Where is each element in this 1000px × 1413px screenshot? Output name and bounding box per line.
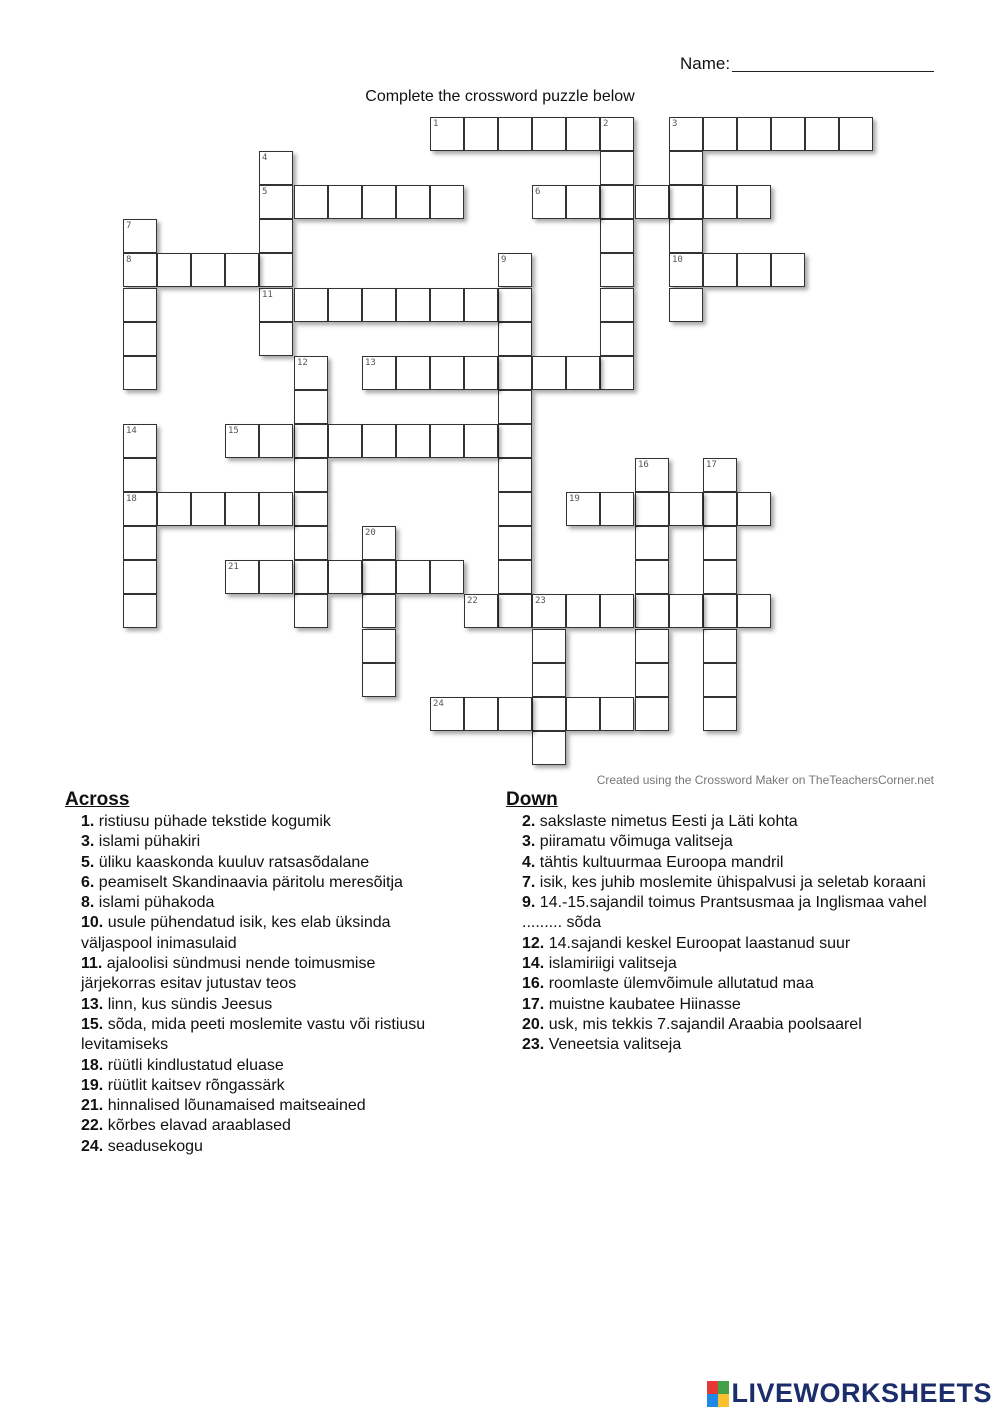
clue-item	[65, 913, 450, 954]
crossword-cell[interactable]	[600, 492, 634, 526]
clue-item-text: linn, kus sündis Jeesus	[103, 995, 273, 1013]
clue-number: 6	[535, 187, 541, 197]
crossword-cell[interactable]	[703, 697, 737, 731]
crossword-cell[interactable]	[600, 322, 634, 356]
clue-item-number: 21.	[81, 1097, 104, 1115]
clue-number: 22	[467, 596, 478, 606]
crossword-cell[interactable]	[294, 424, 328, 458]
clue-item-text: usule pühendatud isik, kes elab üksinda väljaspool inimasulaid	[81, 914, 391, 952]
crossword-cell[interactable]	[362, 356, 396, 390]
crossword-cell[interactable]	[123, 253, 157, 287]
crossword-cell[interactable]	[294, 458, 328, 492]
crossword-cell[interactable]	[396, 185, 430, 219]
crossword-cell[interactable]	[669, 288, 703, 322]
crossword-cell[interactable]	[600, 697, 634, 731]
crossword-cell[interactable]	[362, 185, 396, 219]
clue-number: 3	[672, 119, 678, 129]
crossword-cell[interactable]	[430, 185, 464, 219]
clue-number: 12	[297, 358, 308, 368]
clue-item	[65, 995, 450, 1015]
crossword-cell[interactable]	[464, 697, 498, 731]
crossword-cell[interactable]	[396, 356, 430, 390]
clue-item-text: sakslaste nimetus Eesti ja Läti kohta	[535, 813, 798, 830]
crossword-cell[interactable]	[362, 526, 396, 560]
clue-item-number: 1.	[81, 813, 95, 830]
crossword-cell[interactable]	[328, 560, 362, 594]
crossword-cell[interactable]	[225, 424, 259, 458]
down-clue-list	[506, 812, 936, 1056]
crossword-cell[interactable]	[635, 560, 669, 594]
crossword-cell[interactable]	[566, 117, 600, 151]
crossword-cell[interactable]	[225, 560, 259, 594]
clue-item-number: 18.	[81, 1056, 104, 1074]
crossword-cell[interactable]	[498, 492, 532, 526]
clue-item-text: ristiusu pühade tekstide kogumik	[94, 813, 331, 830]
clue-item	[65, 1056, 450, 1076]
crossword-cell[interactable]	[191, 492, 225, 526]
clue-item-number: 7.	[522, 873, 536, 891]
crossword-cell[interactable]	[123, 492, 157, 526]
crossword-cell[interactable]	[294, 356, 328, 390]
crossword-cell[interactable]	[771, 253, 805, 287]
crossword-cell[interactable]	[123, 458, 157, 492]
clue-item	[506, 853, 936, 873]
clue-item-number: 2.	[522, 813, 536, 830]
crossword-cell[interactable]	[191, 253, 225, 287]
clue-item-text: kõrbes elavad araablased	[103, 1117, 291, 1135]
clue-item-text: ajaloolisi sündmusi nende toimusmise järjekorras esitav jutustav teos	[81, 955, 376, 993]
crossword-cell[interactable]	[532, 185, 566, 219]
crossword-cell[interactable]	[259, 151, 293, 185]
name-field[interactable]	[680, 54, 934, 74]
crossword-cell[interactable]	[498, 594, 532, 628]
clue-item-number: 11.	[81, 955, 103, 973]
clue-number: 21	[228, 562, 239, 572]
clue-item-text: piiramatu võimuga valitseja	[535, 833, 733, 851]
clue-item-text: sõda, mida peeti moslemite vastu või ristiusu levitamiseks	[81, 1015, 426, 1054]
instruction-text: Complete the crossword puzzle below	[365, 88, 635, 105]
crossword-cell[interactable]	[600, 219, 634, 253]
crossword-cell[interactable]	[259, 185, 293, 219]
crossword-cell[interactable]	[600, 185, 634, 219]
crossword-cell[interactable]	[600, 151, 634, 185]
crossword-cell[interactable]	[703, 663, 737, 697]
crossword-cell[interactable]	[635, 697, 669, 731]
crossword-cell[interactable]	[498, 253, 532, 287]
clue-item	[506, 1035, 936, 1055]
clue-number: 8	[126, 255, 132, 265]
crossword-cell[interactable]	[328, 288, 362, 322]
clue-item-text: rüütli kindlustatud eluase	[103, 1056, 284, 1074]
crossword-cell[interactable]	[498, 560, 532, 594]
crossword-cell[interactable]	[498, 424, 532, 458]
clue-item-number: 6.	[81, 873, 95, 891]
crossword-cell[interactable]	[464, 356, 498, 390]
crossword-cell[interactable]	[498, 390, 532, 424]
crossword-cell[interactable]	[635, 663, 669, 697]
crossword-cell[interactable]	[703, 117, 737, 151]
crossword-cell[interactable]	[669, 492, 703, 526]
crossword-cell[interactable]	[635, 594, 669, 628]
clue-item-text: üliku kaaskonda kuuluv ratsasõdalane	[94, 853, 370, 871]
crossword-cell[interactable]	[771, 117, 805, 151]
clue-item-number: 16.	[522, 975, 545, 993]
crossword-cell[interactable]	[430, 356, 464, 390]
clue-item-text: 14.-15.sajandil toimus Prantsusmaa ja Inglismaa vahel ......... sõda	[522, 894, 927, 932]
clue-number: 10	[672, 255, 683, 265]
clue-number: 15	[228, 426, 239, 436]
logo-square	[718, 1394, 729, 1407]
crossword-cell[interactable]	[566, 697, 600, 731]
clue-item-number: 13.	[81, 995, 104, 1013]
crossword-cell[interactable]	[362, 629, 396, 663]
clue-item-number: 14.	[522, 955, 545, 973]
crossword-cell[interactable]	[532, 629, 566, 663]
crossword-cell[interactable]	[532, 117, 566, 151]
clue-item	[65, 1076, 450, 1096]
crossword-cell[interactable]	[703, 492, 737, 526]
clue-number: 5	[262, 187, 268, 197]
crossword-cell[interactable]	[464, 117, 498, 151]
clue-item-number: 15.	[81, 1015, 104, 1033]
clue-number: 20	[365, 528, 376, 538]
crossword-cell[interactable]	[259, 560, 293, 594]
crossword-cell[interactable]	[669, 151, 703, 185]
crossword-cell[interactable]	[703, 560, 737, 594]
crossword-cell[interactable]	[737, 253, 771, 287]
clue-item	[506, 995, 936, 1015]
clue-item-text: islami pühakoda	[94, 894, 215, 912]
clue-item-number: 3.	[522, 833, 536, 851]
crossword-cell[interactable]	[635, 492, 669, 526]
clue-item-text: usk, mis tekkis 7.sajandil Araabia poolsaarel	[544, 1015, 862, 1033]
crossword-cell[interactable]	[600, 117, 634, 151]
crossword-cell[interactable]	[259, 492, 293, 526]
clue-item	[506, 974, 936, 994]
crossword-cell[interactable]	[532, 594, 566, 628]
name-label: Name:	[680, 54, 731, 73]
clue-item-number: 4.	[522, 853, 536, 871]
crossword-cell[interactable]	[259, 322, 293, 356]
logo-square	[707, 1394, 718, 1407]
crossword-cell[interactable]	[294, 288, 328, 322]
crossword-cell[interactable]	[123, 219, 157, 253]
clue-item-number: 8.	[81, 894, 95, 912]
crossword-cell[interactable]	[839, 117, 873, 151]
crossword-cell[interactable]	[737, 117, 771, 151]
crossword-cell[interactable]	[498, 322, 532, 356]
clue-item	[65, 873, 450, 893]
crossword-cell[interactable]	[566, 492, 600, 526]
crossword-cell[interactable]	[464, 594, 498, 628]
clue-item	[65, 1096, 450, 1116]
clue-number: 9	[501, 255, 507, 265]
crossword-cell[interactable]	[294, 594, 328, 628]
crossword-cell[interactable]	[294, 185, 328, 219]
logo-square	[718, 1381, 729, 1394]
crossword-cell[interactable]	[225, 253, 259, 287]
crossword-cell[interactable]	[600, 288, 634, 322]
clue-item	[65, 832, 450, 852]
crossword-cell[interactable]	[635, 458, 669, 492]
crossword-cell[interactable]	[259, 253, 293, 287]
clue-item-number: 3.	[81, 833, 95, 851]
crossword-cell[interactable]	[430, 697, 464, 731]
clue-item-text: tähtis kultuurmaa Euroopa mandril	[535, 853, 784, 871]
liveworksheets-logo	[707, 1378, 992, 1409]
crossword-cell[interactable]	[123, 526, 157, 560]
clue-item	[506, 934, 936, 954]
clue-item	[65, 853, 450, 873]
clue-item-number: 5.	[81, 853, 95, 871]
crossword-cell[interactable]	[566, 594, 600, 628]
crossword-cell[interactable]	[498, 458, 532, 492]
crossword-cell[interactable]	[430, 288, 464, 322]
crossword-cell[interactable]	[157, 253, 191, 287]
across-clue-list	[65, 812, 450, 1157]
crossword-cell[interactable]	[737, 185, 771, 219]
logo-text: LIVEWORKSHEETS	[731, 1378, 992, 1408]
crossword-cell[interactable]	[635, 185, 669, 219]
down-heading: Down	[506, 789, 558, 810]
crossword-cell[interactable]	[464, 424, 498, 458]
clue-number: 1	[433, 119, 439, 129]
crossword-cell[interactable]	[600, 356, 634, 390]
crossword-cell[interactable]	[669, 117, 703, 151]
clue-item-number: 23.	[522, 1036, 545, 1054]
crossword-cell[interactable]	[805, 117, 839, 151]
clue-item	[65, 954, 450, 995]
clue-number: 13	[365, 358, 376, 368]
crossword-cell[interactable]	[566, 356, 600, 390]
clue-item-number: 17.	[522, 995, 545, 1013]
clue-item-number: 22.	[81, 1117, 104, 1135]
clue-number: 24	[433, 699, 444, 709]
clue-item-text: islami pühakiri	[94, 833, 201, 851]
crossword-cell[interactable]	[157, 492, 191, 526]
crossword-cell[interactable]	[669, 219, 703, 253]
crossword-cell[interactable]	[737, 492, 771, 526]
crossword-cell[interactable]	[703, 526, 737, 560]
crossword-cell[interactable]	[294, 492, 328, 526]
crossword-cell[interactable]	[498, 288, 532, 322]
clue-item-text: 14.sajandi keskel Euroopat laastanud suur	[544, 934, 851, 952]
clue-item-text: muistne kaubatee Hiinasse	[544, 995, 741, 1013]
clue-item	[506, 893, 936, 934]
crossword-cell[interactable]	[294, 560, 328, 594]
clue-item-number: 20.	[522, 1015, 545, 1033]
crossword-cell[interactable]	[600, 594, 634, 628]
crossword-cell[interactable]	[464, 288, 498, 322]
clue-item-text: rüütlit kaitsev rõngassärk	[103, 1076, 285, 1094]
crossword-cell[interactable]	[294, 390, 328, 424]
crossword-cell[interactable]	[669, 253, 703, 287]
clue-item	[506, 873, 936, 893]
crossword-cell[interactable]	[123, 424, 157, 458]
crossword-cell[interactable]	[123, 288, 157, 322]
crossword-cell[interactable]	[635, 526, 669, 560]
name-underline[interactable]	[732, 54, 934, 72]
clue-number: 18	[126, 494, 137, 504]
crossword-cell[interactable]	[362, 424, 396, 458]
clue-item-text: roomlaste ülemvõimule allutatud maa	[544, 975, 814, 993]
clue-item	[65, 893, 450, 913]
clue-item	[506, 812, 936, 832]
clue-item	[65, 1116, 450, 1136]
clue-number: 14	[126, 426, 137, 436]
crossword-cell[interactable]	[635, 629, 669, 663]
crossword-cell[interactable]	[532, 356, 566, 390]
crossword-cell[interactable]	[259, 219, 293, 253]
crossword-cell[interactable]	[396, 424, 430, 458]
clue-number: 7	[126, 221, 132, 231]
crossword-cell[interactable]	[600, 253, 634, 287]
crossword-cell[interactable]	[328, 424, 362, 458]
crossword-cell[interactable]	[362, 594, 396, 628]
crossword-cell[interactable]	[703, 629, 737, 663]
across-heading: Across	[65, 789, 130, 810]
crossword-cell[interactable]	[328, 185, 362, 219]
crossword-cell[interactable]	[498, 356, 532, 390]
crossword-cell[interactable]	[362, 663, 396, 697]
crossword-cell[interactable]	[566, 185, 600, 219]
clue-number: 2	[603, 119, 609, 129]
crossword-cell[interactable]	[532, 697, 566, 731]
clue-number: 17	[706, 460, 717, 470]
crossword-cell[interactable]	[430, 560, 464, 594]
crossword-cell[interactable]	[396, 560, 430, 594]
crossword-cell[interactable]	[498, 526, 532, 560]
logo-square	[707, 1381, 718, 1394]
crossword-cell[interactable]	[703, 253, 737, 287]
crossword-cell[interactable]	[123, 560, 157, 594]
crossword-cell[interactable]	[259, 424, 293, 458]
crossword-cell[interactable]	[498, 697, 532, 731]
clue-item-text: seadusekogu	[103, 1137, 203, 1155]
crossword-cell[interactable]	[532, 731, 566, 765]
crossword-cell[interactable]	[703, 458, 737, 492]
crossword-cell[interactable]	[703, 594, 737, 628]
crossword-cell[interactable]	[703, 185, 737, 219]
clue-item-number: 24.	[81, 1137, 104, 1155]
clue-item-text: islamiriigi valitseja	[544, 955, 677, 973]
crossword-cell[interactable]	[498, 117, 532, 151]
crossword-cell[interactable]	[123, 322, 157, 356]
crossword-cell[interactable]	[669, 594, 703, 628]
crossword-cell[interactable]	[294, 526, 328, 560]
clue-item	[65, 1137, 450, 1157]
clue-number: 23	[535, 596, 546, 606]
clue-item-text: hinnalised lõunamaised maitseained	[103, 1097, 366, 1115]
clue-item-number: 19.	[81, 1076, 104, 1094]
crossword-cell[interactable]	[396, 288, 430, 322]
clue-number: 11	[262, 290, 273, 300]
crossword-cell[interactable]	[123, 356, 157, 390]
crossword-cell[interactable]	[430, 424, 464, 458]
crossword-cell[interactable]	[123, 594, 157, 628]
clue-item	[65, 812, 450, 832]
crossword-cell[interactable]	[737, 594, 771, 628]
clue-number: 16	[638, 460, 649, 470]
clue-item-text: isik, kes juhib moslemite ühispalvusi ja seletab koraani	[535, 873, 926, 891]
crossword-cell[interactable]	[362, 560, 396, 594]
crossword-cell[interactable]	[669, 185, 703, 219]
crossword-cell[interactable]	[259, 288, 293, 322]
clue-item	[506, 1015, 936, 1035]
clue-item-text: peamiselt Skandinaavia päritolu meresõitja	[94, 873, 403, 891]
clue-item	[65, 1015, 450, 1056]
clue-item-number: 10.	[81, 914, 104, 932]
logo-icon	[707, 1381, 729, 1407]
clue-item	[506, 832, 936, 852]
clue-number: 19	[569, 494, 580, 504]
clue-item-number: 12.	[522, 934, 545, 952]
clue-number: 4	[262, 153, 268, 163]
clue-item	[506, 954, 936, 974]
clue-item-number: 9.	[522, 894, 536, 912]
crossword-cell[interactable]	[430, 117, 464, 151]
crossword-cell[interactable]	[532, 663, 566, 697]
clue-item-text: Veneetsia valitseja	[544, 1036, 682, 1054]
crossword-cell[interactable]	[225, 492, 259, 526]
credit-text: Created using the Crossword Maker on TheTeachersCorner.net	[596, 773, 934, 787]
crossword-cell[interactable]	[362, 288, 396, 322]
